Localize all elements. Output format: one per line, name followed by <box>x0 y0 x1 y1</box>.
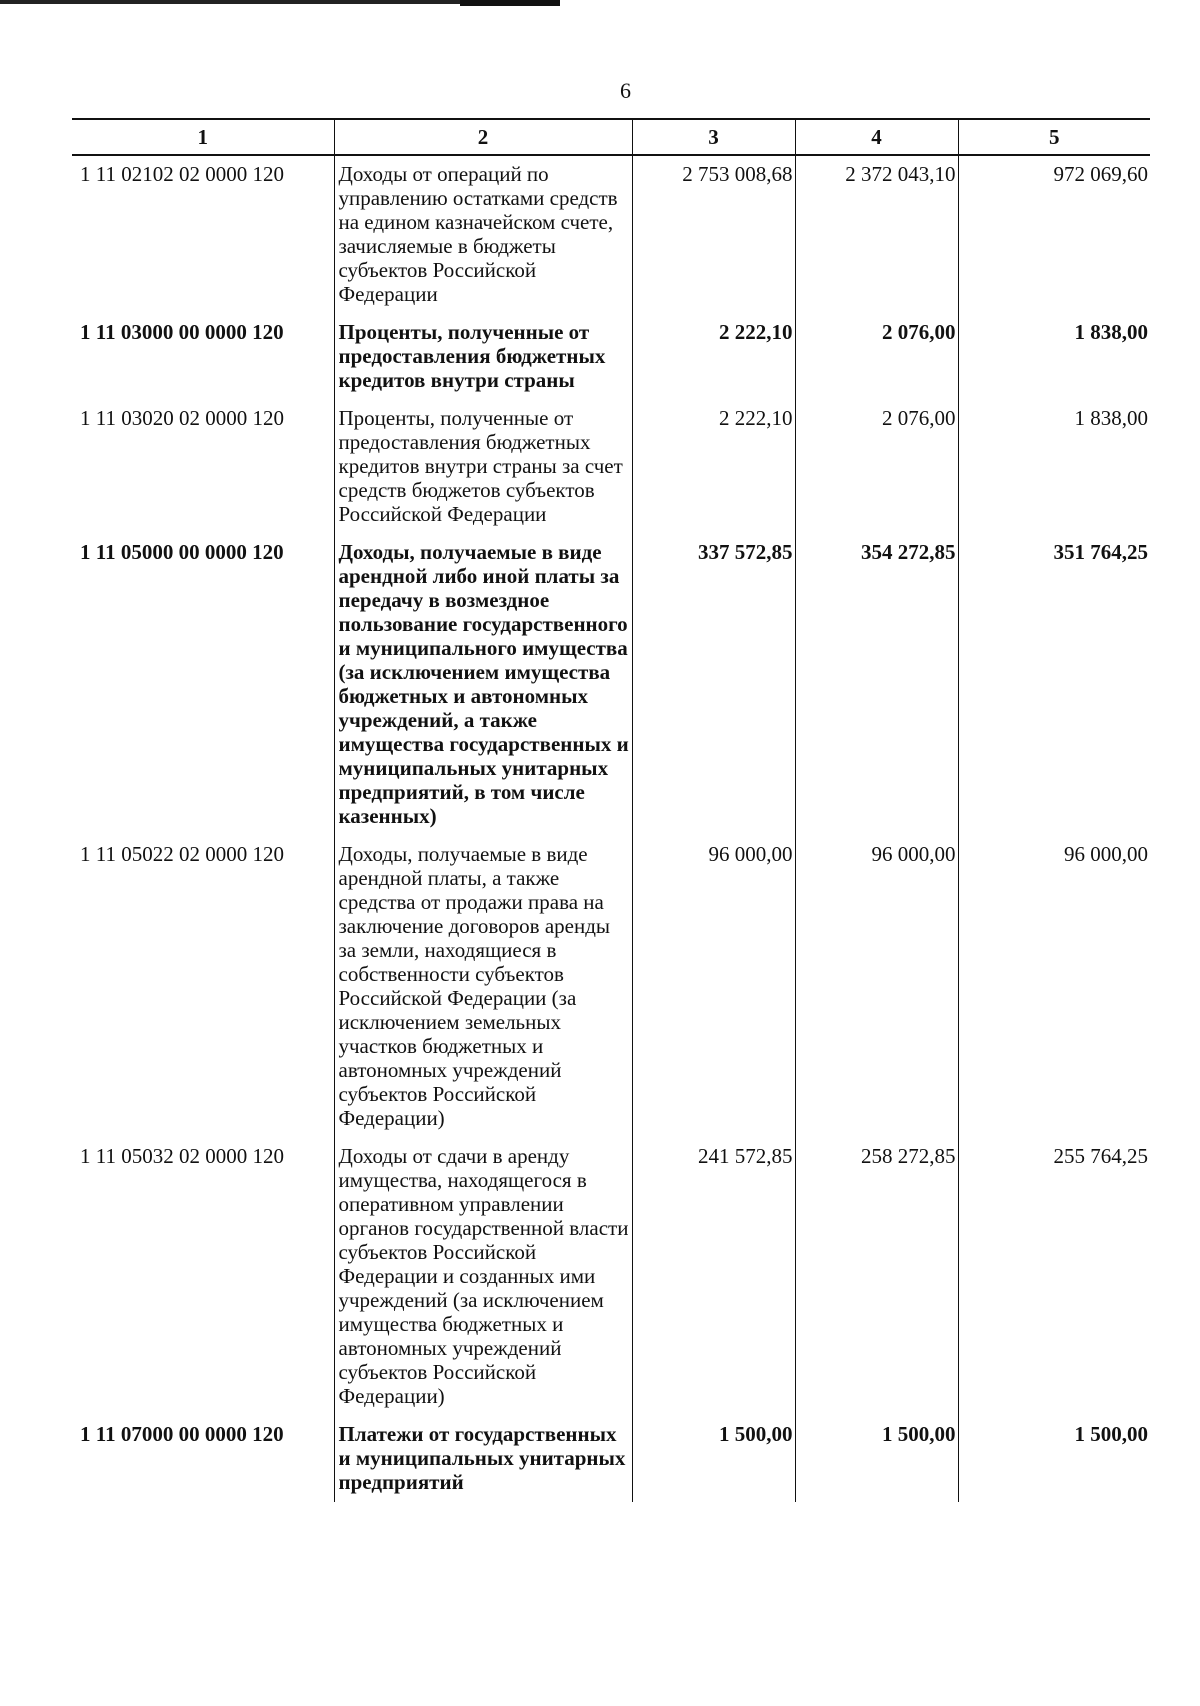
revenue-code: 1 11 05032 02 0000 120 <box>80 1144 284 1168</box>
table-row <box>72 400 1150 534</box>
column-header-4: 4 <box>795 119 958 155</box>
table-row <box>72 836 1150 1138</box>
amount-col-5: 1 838,00 <box>958 400 1150 534</box>
amount-col-4: 2 076,00 <box>795 314 958 400</box>
revenue-name: Доходы от операций по управлению остатками средств на едином казначейском счете, зачисляемые в бюджеты субъектов Российской Федерации <box>334 155 632 314</box>
amount-col-3: 96 000,00 <box>632 836 795 1138</box>
amount-col-3: 1 500,00 <box>632 1416 795 1502</box>
revenue-name: Платежи от государственных и муниципальных унитарных предприятий <box>334 1416 632 1502</box>
table-row <box>72 1138 1150 1416</box>
amount-col-3: 2 222,10 <box>632 314 795 400</box>
table-row <box>72 314 1150 400</box>
budget-revenue-table <box>72 118 1150 1502</box>
amount-col-4: 96 000,00 <box>795 836 958 1138</box>
amount-col-4: 354 272,85 <box>795 534 958 836</box>
amount-col-3: 2 222,10 <box>632 400 795 534</box>
amount-col-5: 351 764,25 <box>958 534 1150 836</box>
revenue-name: Доходы от сдачи в аренду имущества, находящегося в оперативном управлении органов государственной власти субъектов Российской Федерации и созданных ими учреждений (за исключением имущества бюджетных и автономных учреждений субъектов Российской Федерации) <box>334 1138 632 1416</box>
scan-edge-mark <box>460 0 560 6</box>
table-row <box>72 155 1150 314</box>
page-number: 6 <box>620 78 631 103</box>
revenue-code: 1 11 07000 00 0000 120 <box>80 1422 284 1446</box>
revenue-name: Проценты, полученные от предоставления бюджетных кредитов внутри страны <box>334 314 632 400</box>
column-header-1: 1 <box>72 119 334 155</box>
table-row <box>72 1416 1150 1502</box>
amount-col-5: 1 500,00 <box>958 1416 1150 1502</box>
amount-col-3: 2 753 008,68 <box>632 155 795 314</box>
column-header-5: 5 <box>958 119 1150 155</box>
column-header-2: 2 <box>334 119 632 155</box>
revenue-code: 1 11 03020 02 0000 120 <box>80 406 284 430</box>
amount-col-5: 255 764,25 <box>958 1138 1150 1416</box>
amount-col-5: 1 838,00 <box>958 314 1150 400</box>
amount-col-3: 337 572,85 <box>632 534 795 836</box>
table-header-row <box>72 119 1150 155</box>
revenue-code: 1 11 05022 02 0000 120 <box>80 842 284 866</box>
column-header-3: 3 <box>632 119 795 155</box>
amount-col-4: 1 500,00 <box>795 1416 958 1502</box>
amount-col-5: 972 069,60 <box>958 155 1150 314</box>
amount-col-4: 258 272,85 <box>795 1138 958 1416</box>
table-body <box>72 155 1150 1502</box>
amount-col-5: 96 000,00 <box>958 836 1150 1138</box>
amount-col-4: 2 372 043,10 <box>795 155 958 314</box>
revenue-code: 1 11 02102 02 0000 120 <box>80 162 284 186</box>
revenue-name: Доходы, получаемые в виде арендной либо иной платы за передачу в возмездное пользование государственного и муниципального имущества (за исключением имущества бюджетных и автономных учреждений, а также имущества государственных и муниципальных унитарных предприятий, в том числе казенных) <box>334 534 632 836</box>
revenue-name: Доходы, получаемые в виде арендной платы, а также средства от продажи права на заключение договоров аренды за земли, находящиеся в собственности субъектов Российской Федерации (за исключением земельных участков бюджетных и автономных учреждений субъектов Российской Федерации) <box>334 836 632 1138</box>
amount-col-4: 2 076,00 <box>795 400 958 534</box>
revenue-code: 1 11 03000 00 0000 120 <box>80 320 284 344</box>
table-row <box>72 534 1150 836</box>
revenue-name: Проценты, полученные от предоставления бюджетных кредитов внутри страны за счет средств бюджетов субъектов Российской Федерации <box>334 400 632 534</box>
amount-col-3: 241 572,85 <box>632 1138 795 1416</box>
revenue-code: 1 11 05000 00 0000 120 <box>80 540 284 564</box>
